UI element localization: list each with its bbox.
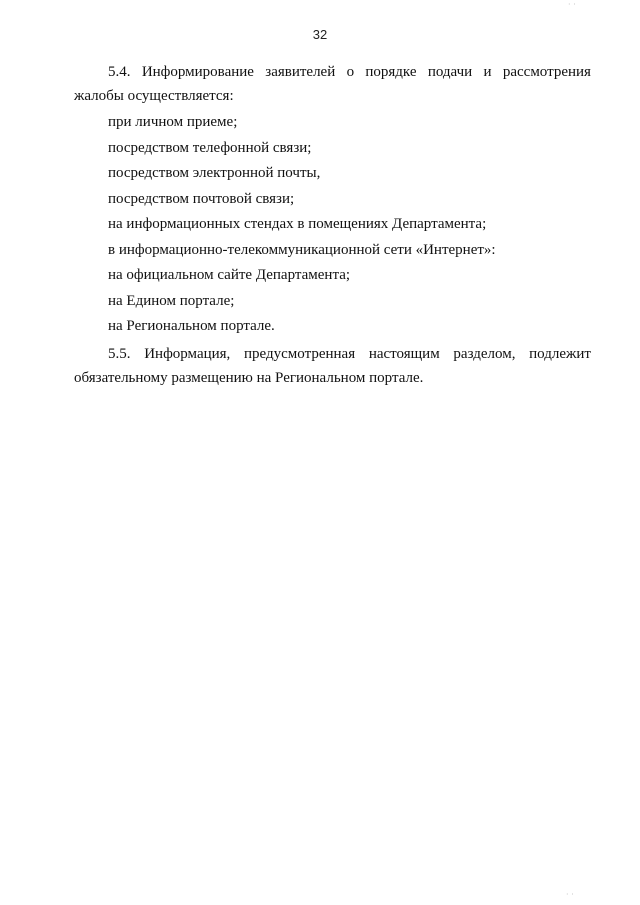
list-item: на информационных стендах в помещениях Департамента; (108, 216, 487, 232)
word: Информация, (144, 345, 231, 362)
paragraph-5-5-line-1 (74, 342, 591, 366)
word: о (346, 64, 355, 80)
paragraph-5-5-line-2: обязательному размещению на Региональном портале. (74, 369, 424, 386)
word: рассмотрения (502, 64, 591, 80)
word: порядке (365, 64, 417, 80)
list-item: посредством почтовой связи; (108, 190, 295, 207)
list-item: посредством телефонной связи; (108, 139, 312, 156)
list-item: в информационно-телекоммуникационной сети «Интернет»: (108, 241, 496, 258)
word: подачи (427, 64, 473, 80)
scan-edge-mark: · · (568, 0, 576, 9)
list-item: посредством электронной почты, (108, 165, 321, 181)
word: подлежит (529, 345, 591, 362)
list-item: на Едином портале; (108, 292, 235, 309)
paragraph-5-4-line-2: жалобы осуществляется: (74, 88, 234, 104)
paragraph-5-4 (74, 60, 591, 108)
paragraph-5-4-line-1 (74, 60, 591, 84)
word: разделом, (453, 345, 516, 362)
channel-list (74, 110, 591, 340)
word: настоящим (368, 345, 440, 362)
list-item: на Региональном портале. (108, 318, 275, 334)
paragraph-5-5 (74, 342, 591, 390)
word: предусмотренная (244, 345, 356, 362)
page-number: 32 (312, 27, 328, 42)
word: заявителей (265, 64, 336, 80)
scan-edge-mark: · · (566, 890, 574, 899)
word: 5.4. (108, 64, 131, 80)
word: Информирование (141, 64, 254, 80)
list-item: на официальном сайте Департамента; (108, 267, 351, 283)
list-item: при личном приеме; (108, 114, 238, 130)
word: 5.5. (108, 345, 131, 362)
word: и (483, 64, 492, 80)
document-body (74, 60, 591, 390)
